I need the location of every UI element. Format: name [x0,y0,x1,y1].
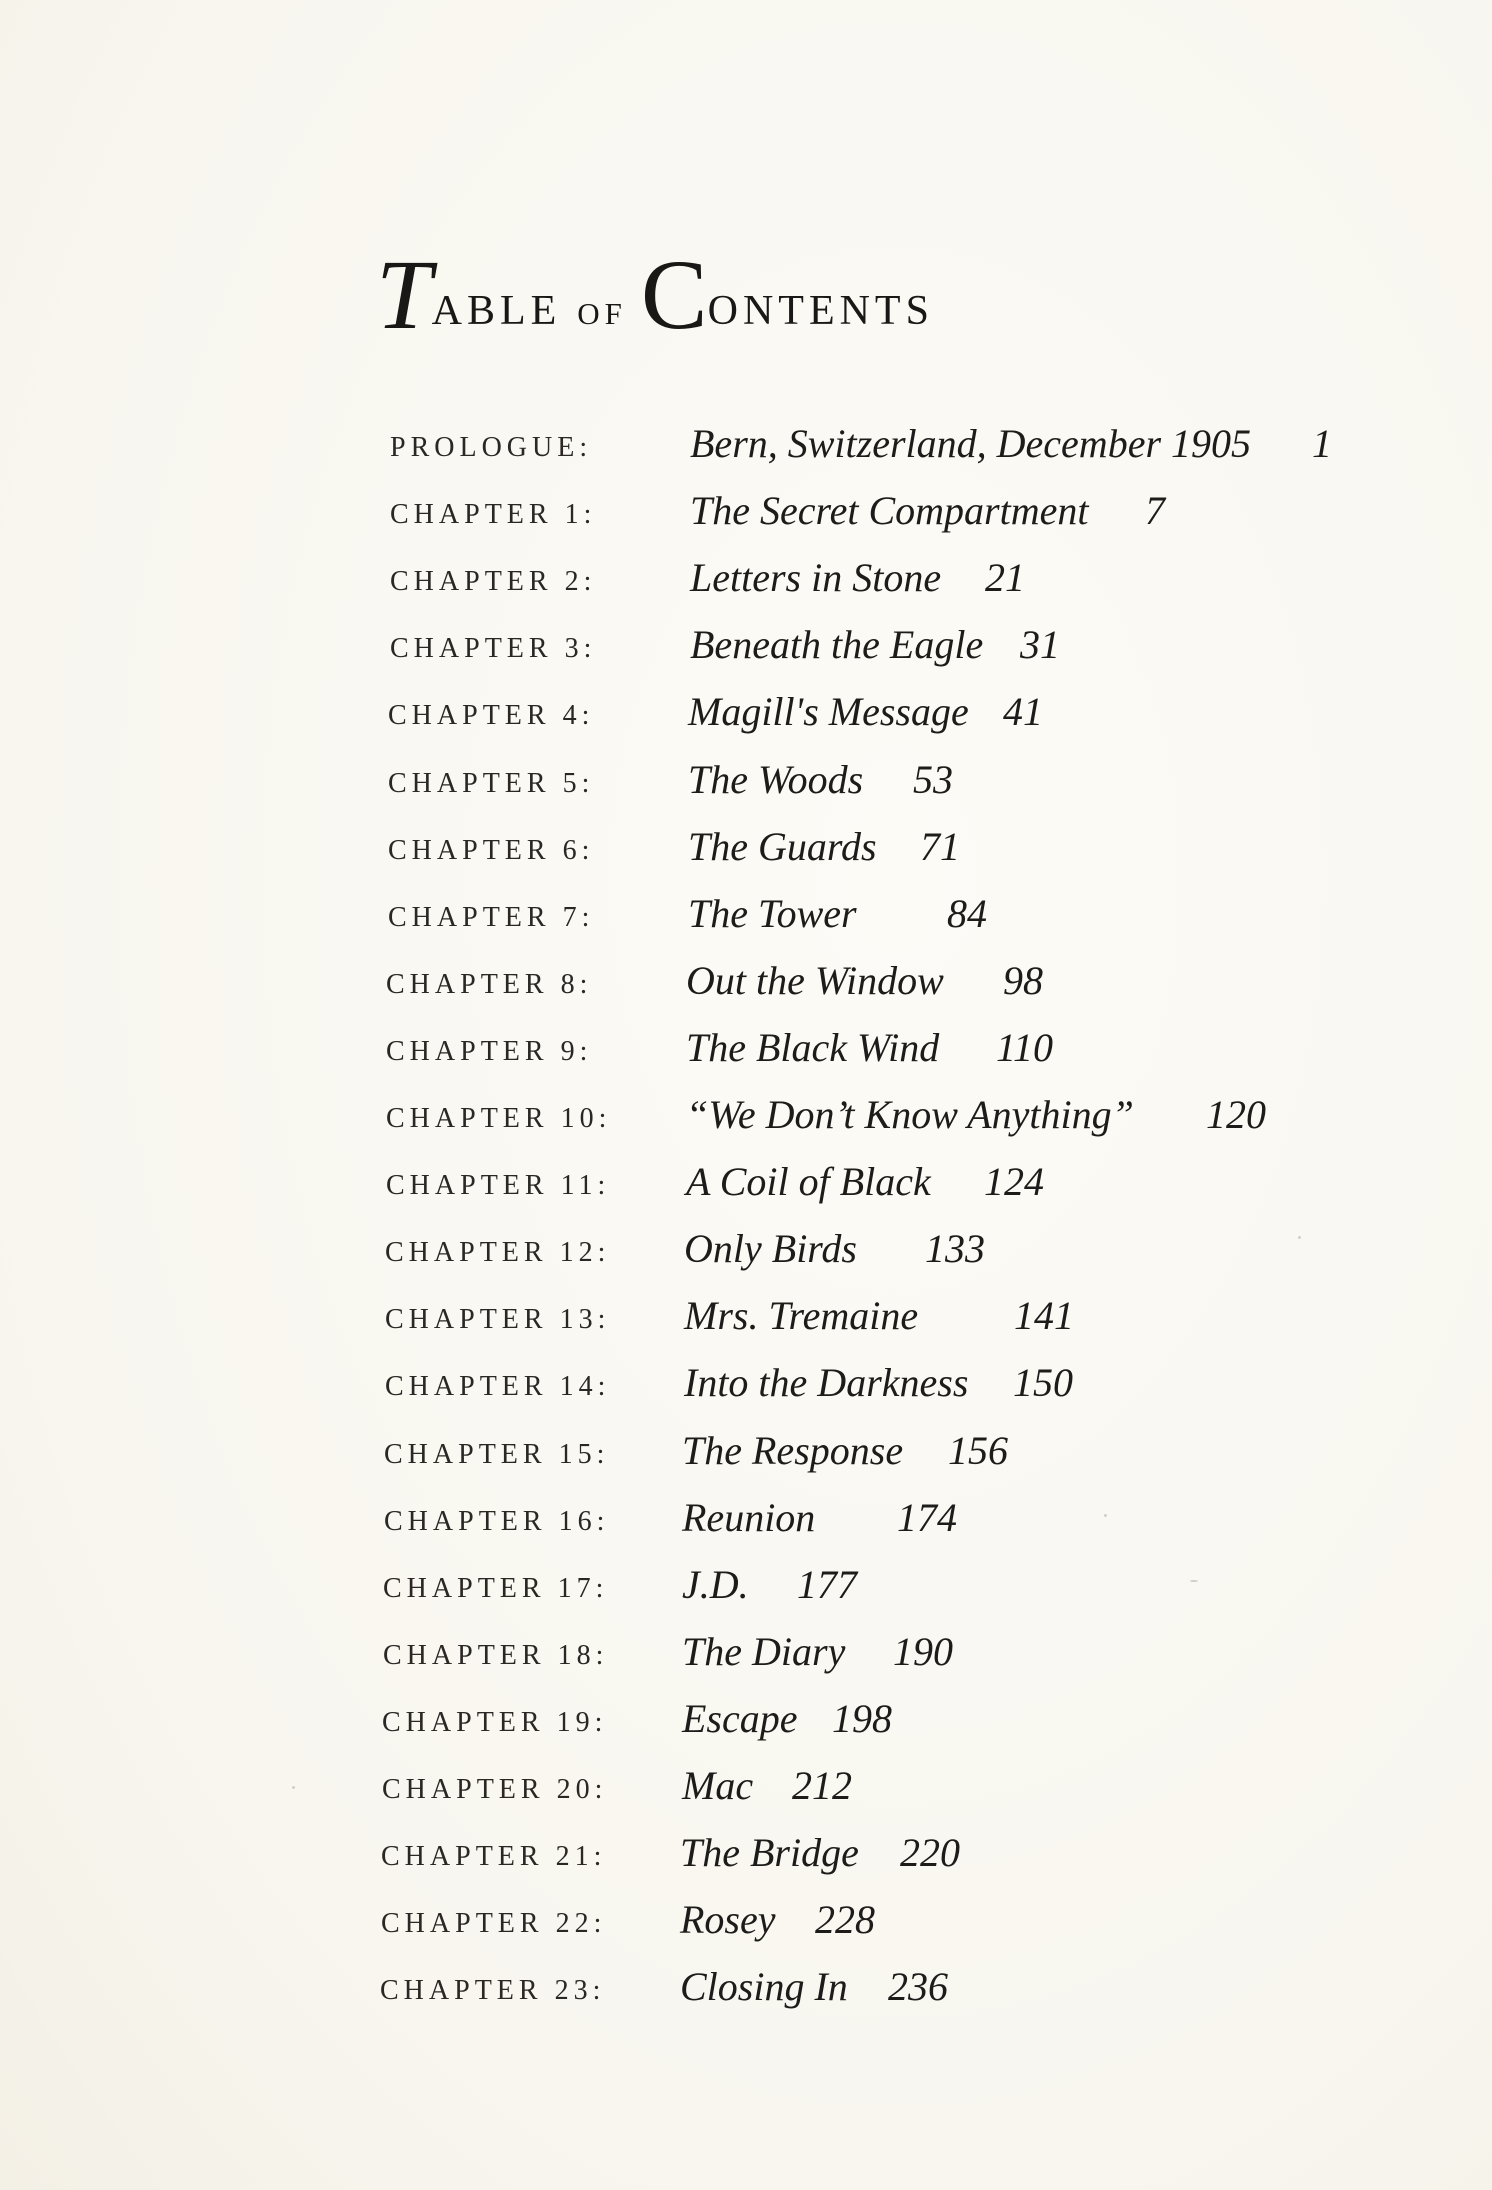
title-initial-c: C [640,239,708,350]
toc-entry-title: A Coil of Black [686,1159,931,1205]
toc-entry-page-number: 141 [1014,1293,1074,1339]
toc-entry-label: CHAPTER 13: [385,1304,611,1336]
toc-entry-title: “We Don’t Know Anything” [686,1092,1134,1137]
toc-entry-title: Rosey [680,1897,776,1943]
toc-entry-title: Beneath the Eagle [690,622,984,668]
toc-entry-label: CHAPTER 3: [390,633,597,665]
toc-entry-label: CHAPTER 4: [388,700,595,732]
toc-entry-chapter-12 [0,1223,1492,1283]
toc-entry-label: CHAPTER 22: [381,1908,607,1940]
toc-entry-label: CHAPTER 23: [380,1975,606,2007]
toc-entry-chapter-9 [0,1022,1492,1082]
toc-entry-label: CHAPTER 7: [388,901,595,933]
toc-entry-page-number: 174 [897,1494,957,1540]
toc-entry-chapter-5 [0,754,1492,814]
toc-entry-page-number: 190 [893,1628,953,1674]
toc-entry-title: Bern, Switzerland, December 1905 [690,421,1252,466]
toc-entry-title: Mrs. Tremaine [684,1293,919,1339]
toc-entry-title: The Response [682,1427,904,1473]
toc-entry-chapter-22 [0,1894,1492,1954]
toc-entry-title: The Guards [688,823,877,869]
toc-entry-title: Magill's Message [688,689,969,735]
toc-entry-chapter-17 [0,1559,1492,1619]
toc-entry-title: The Tower [688,890,857,936]
toc-entry-label: CHAPTER 11: [386,1170,611,1202]
toc-entry-chapter-10 [0,1089,1492,1149]
toc-entry-page-number: 133 [925,1226,985,1272]
toc-entry-chapter-1 [0,485,1492,545]
toc-entry-prologue [0,418,1492,478]
toc-entry-page-number: 228 [815,1897,875,1943]
toc-entry-chapter-7 [0,888,1492,948]
toc-entry-label: CHAPTER 2: [390,566,597,598]
title-initial-t: T [376,239,432,350]
toc-entry-page-number: 177 [797,1561,857,1607]
toc-entry-chapter-3 [0,619,1492,679]
toc-entry-chapter-2 [0,552,1492,612]
toc-entry-label: CHAPTER 12: [385,1237,611,1269]
toc-entry-title: Reunion [682,1494,816,1540]
toc-entry-chapter-4 [0,686,1492,746]
toc-entry-page-number: 236 [888,1964,948,2010]
toc-entry-chapter-18 [0,1626,1492,1686]
toc-entry-label: CHAPTER 5: [388,767,595,799]
toc-entry-page-number: 150 [1013,1360,1073,1406]
toc-entry-label: CHAPTER 20: [382,1774,608,1805]
toc-entry-label: CHAPTER 21: [381,1841,607,1873]
toc-entry-title: Escape [682,1695,798,1741]
toc-entry-page-number: 110 [996,1024,1054,1070]
toc-entry-label: CHAPTER 1: [390,499,597,531]
toc-entry-page-number: 1 [1312,421,1332,466]
toc-entry-page-number: 7 [1145,488,1165,534]
toc-entry-page-number: 124 [984,1159,1044,1205]
toc-entry-label: CHAPTER 9: [386,1035,593,1067]
toc-entry-page-number: 31 [1020,622,1060,668]
toc-entry-page-number: 198 [832,1695,892,1741]
toc-entry-page-number: 53 [913,756,953,802]
toc-entry-chapter-15 [0,1425,1492,1485]
toc-entry-label: PROLOGUE: [390,432,593,463]
toc-entry-page-number: 41 [1003,689,1043,735]
toc-entry-title: The Woods [688,756,864,802]
toc-entry-label: CHAPTER 19: [382,1706,608,1738]
toc-entry-title: Closing In [680,1964,848,2010]
title-word-of: of [577,285,627,334]
toc-entry-page-number: 120 [1206,1092,1266,1137]
toc-entry-title: Only Birds [684,1226,857,1272]
toc-entry-chapter-14 [0,1357,1492,1417]
toc-entry-title: J.D. [682,1561,749,1607]
toc-entry-page-number: 84 [947,890,987,936]
title-word-able: able [431,271,562,337]
toc-entry-page-number: 98 [1003,957,1043,1003]
toc-entry-page-number: 220 [900,1830,960,1876]
toc-entry-page-number: 156 [948,1427,1008,1473]
toc-entry-page-number: 21 [985,555,1025,601]
toc-entry-label: CHAPTER 16: [384,1505,610,1537]
toc-entry-label: CHAPTER 6: [388,834,595,866]
toc-entry-chapter-19 [0,1693,1492,1753]
toc-entry-title: Letters in Stone [690,555,942,601]
toc-entry-label: CHAPTER 10: [386,1103,612,1134]
toc-entry-chapter-23 [0,1961,1492,2021]
title-word-ontents: ontents [707,271,934,337]
toc-entry-chapter-20 [0,1760,1492,1820]
toc-entry-label: CHAPTER 14: [385,1371,611,1403]
toc-entry-chapter-16 [0,1492,1492,1552]
toc-entry-page-number: 212 [792,1763,852,1808]
toc-entry-chapter-13 [0,1290,1492,1350]
toc-entry-page-number: 71 [920,823,960,869]
toc-entry-label: CHAPTER 8: [386,968,593,1000]
toc-entry-chapter-21 [0,1827,1492,1887]
toc-entry-title: Into the Darkness [684,1360,969,1406]
toc-entry-title: The Secret Compartment [690,488,1089,534]
toc-entry-chapter-8 [0,955,1492,1015]
toc-entry-title: Out the Window [686,957,944,1003]
toc-entry-chapter-6 [0,821,1492,881]
toc-entry-title: The Bridge [680,1830,859,1876]
toc-entry-chapter-11 [0,1156,1492,1216]
toc-entry-label: CHAPTER 18: [383,1639,609,1671]
toc-entry-title: The Diary [682,1628,846,1674]
toc-entry-title: The Black Wind [686,1024,940,1070]
toc-entry-label: CHAPTER 17: [383,1572,609,1604]
toc-entry-title: Mac [682,1763,754,1808]
toc-entry-label: CHAPTER 15: [384,1438,610,1470]
